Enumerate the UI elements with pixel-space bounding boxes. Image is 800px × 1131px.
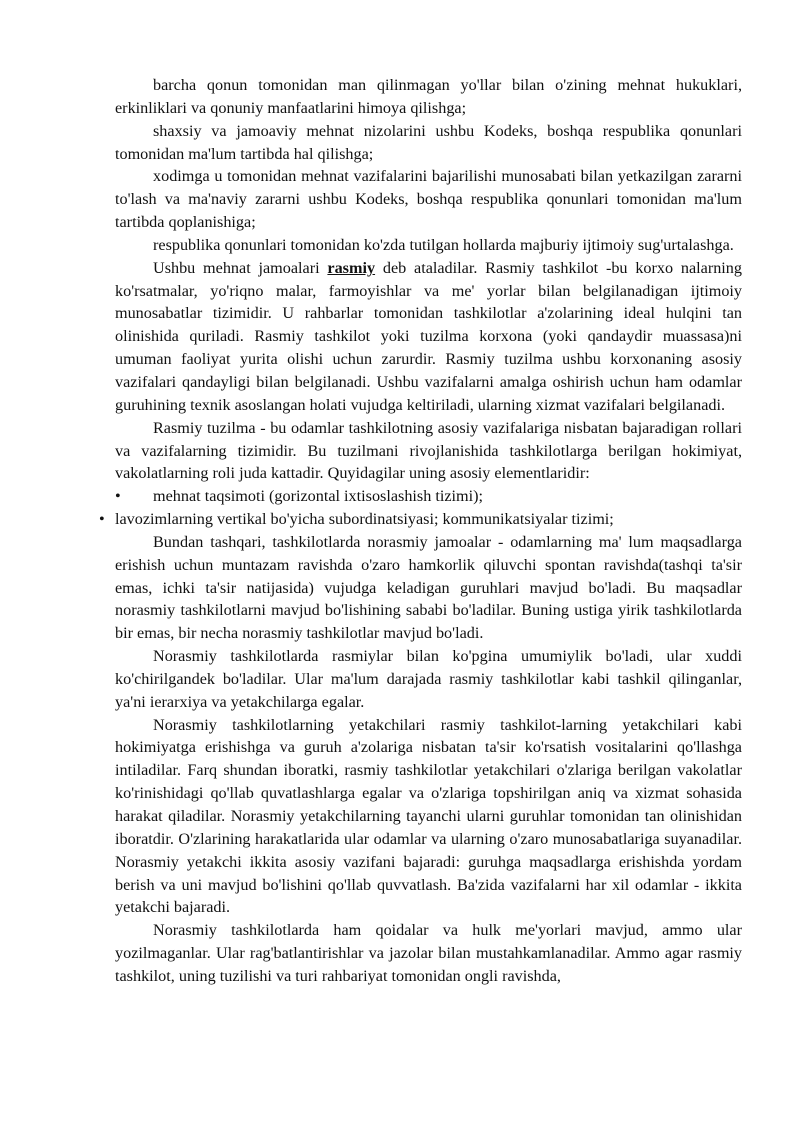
paragraph: Norasmiy tashkilotlarda ham qoidalar va hulk me'yorlari mavjud, ammo ular yozilmaganlar. Ular rag'batlantirishlar va jazolar bilan mustahkamlanadilar. Ammo agar rasmiy tashkilot, uning tuzilishi va turi rahbariyat tomonidan ongli ravishda,	[115, 921, 742, 985]
list-item	[115, 485, 742, 508]
paragraph: shaxsiy va jamoaviy mehnat nizolarini ushbu Kodeks, boshqa respublika qonunlari tomonidan ma'lum tartibda hal qilishga;	[115, 121, 742, 163]
paragraph: Bundan tashqari, tashkilotlarda norasmiy jamoalar - odamlarning ma' lum maqsadlarga erishish uchun muntazam ravishda o'zaro hamkorlik qiluvchi spontan ravishda(tashqi ta'sir emas, ichki ta'sir natijasida) vujudga keladigan guruhlari mavjud bo'ladi. Bu maqsadlar norasmiy tashkilotlarni mavjud bo'lishining sababi bo'ladilar. Buning ustiga yirik tashkilotlarda bir emas, bir necha norasmiy tashkilotlar mavjud bo'ladi.	[115, 532, 742, 643]
paragraph: Norasmiy tashkilotlarning yetakchilari rasmiy tashkilot-larning yetakchilari kabi hokimiyatga erishishga va guruh a'zolariga nisbatan ta'sir ko'rsatish vositalarini qo'llashga intiladilar. Farq shundan iboratki, rasmiy tashkilotlar yetakchilari o'zlariga berilgan vakolatlar ko'rinishidagi qo'llab quvatlashlarga egalar va o'zlariga topshirilgan aniq va xizmat sohasida harakat qiladilar. Norasmiy yetakchilarning tayanchi ularni guruhlar tomonidan tan olinishidan iboratdir. O'zlarining harakatlarida ular odamlar va ularning o'zaro munosabatlariga suyanadilar. Norasmiy yetakchi ikkita asosiy vazifani bajaradi: guruhga maqsadlarga erishishda yordam berish va uni mavjud bo'lishini qo'llab quvvatlash. Ba'zida vazifalarni har xil odamlar - ikkita yetakchi bajaradi.	[115, 715, 742, 917]
paragraph: respublika qonunlari tomonidan ko'zda tutilgan hollarda majburiy ijtimoiy sug'urtalashga.	[153, 235, 734, 254]
paragraph: Norasmiy tashkilotlarda rasmiylar bilan ko'pgina umumiylik bo'ladi, ular xuddi ko'chirilgandek bo'ladilar. Ular ma'lum darajada rasmiy tashkilotlar kabi tashkil qilinganlar, ya'ni ierarxiya va yetakchilarga egalar.	[115, 647, 742, 711]
bullet-marker: •	[115, 487, 121, 506]
list-item-text: mehnat taqsimoti (gorizontal ixtisoslashish tizimi);	[153, 487, 484, 506]
paragraph: Rasmiy tuzilma - bu odamlar tashkilotning asosiy vazifalariga nisbatan bajaradigan rollari va vazifalarning tizimidir. Bu tuzilmani rivojlanishida tashkilotlarga berilgan hokimiyat, vakolatlarning roli juda kattadir. Quyidagilar uning asosiy elementlaridir:	[115, 418, 742, 483]
paragraph: barcha qonun tomonidan man qilinmagan yo'llar bilan o'zining mehnat hukuklari, erkinliklari va qonuniy manfaatlarini himoya qilishga;	[115, 76, 742, 117]
bullet-marker: •	[99, 510, 105, 529]
keyword-rasmiy: rasmiy	[327, 258, 376, 277]
list-item-text: lavozimlarning vertikal bo'yicha subordinatsiyasi; kommunikatsiyalar tizimi;	[115, 510, 614, 529]
paragraph: xodimga u tomonidan mehnat vazifalarini bajarilishi munosabati bilan yetkazilgan zararni to'lash va ma'naviy zararni ushbu Kodeks, boshqa respublika qonunlari tomonidan ma'lum tartibda qoplanishiga;	[115, 167, 742, 232]
document-page	[99, 74, 742, 988]
text-span: deb ataladilar. Rasmiy tashkilot -bu korxo nalarning ko'rsatmalar, yo'riqno malar, farmoyishlar va me' yorlar bilan belgilanadigan ijtimoiy munosabatlar tizimidir. U rahbarlar tomonidan tashkilotlar a'zolarining ideal hulqini tan olinishida quriladi. Rasmiy tashkilot yoki tuzilma korxona (yoki qandaydir muassasa)ni umuman faoliyat yurita olishi uchun zarurdir. Rasmiy tuzilma ushbu korxonaning asosiy vazifalari qandayligi bilan belgilanadi. Ushbu vazifalarni amalga oshirish uchun ham odamlar guruhining texnik asoslangan holati vujudga keltiriladi, ularning xizmat vazifalari belgilanadi.	[115, 258, 742, 414]
paragraph-rasmiy	[115, 257, 742, 417]
text-span: Ushbu mehnat jamoalari	[153, 258, 328, 277]
list-item	[99, 508, 742, 531]
